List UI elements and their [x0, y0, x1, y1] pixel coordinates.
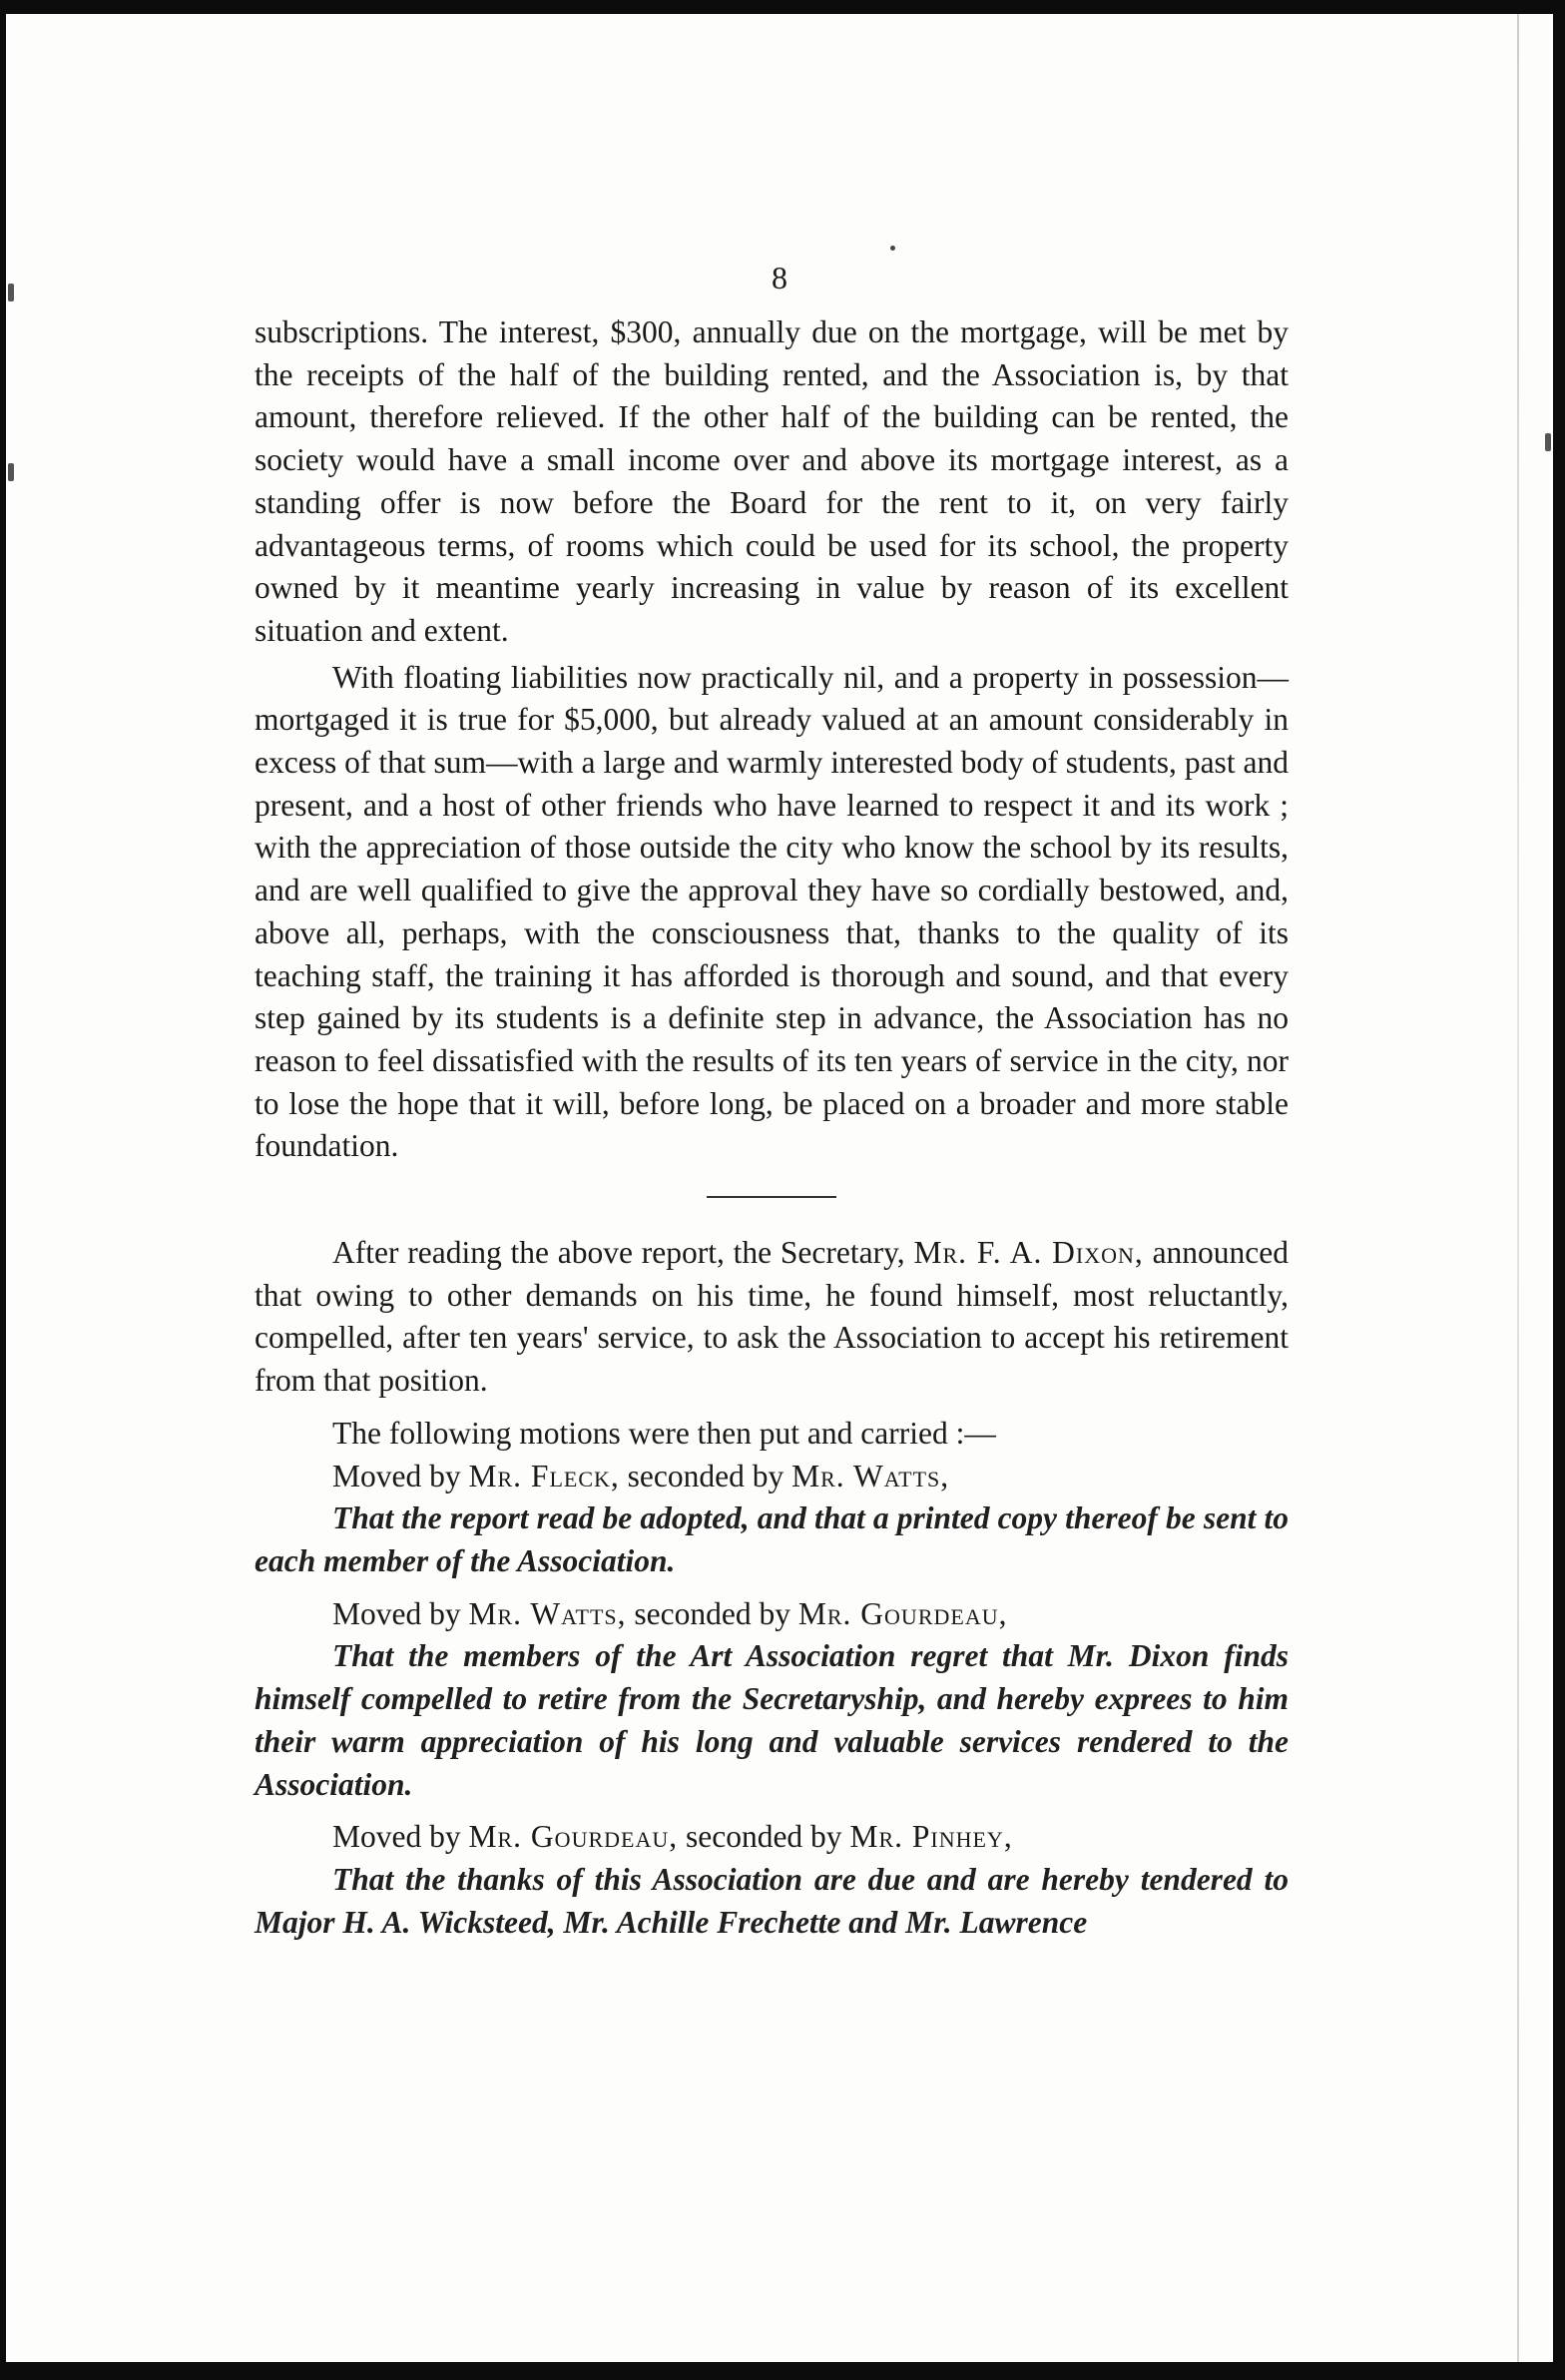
- scanned-page: [6, 14, 1553, 2362]
- scan-edge-mark: [1545, 433, 1551, 451]
- moved-by-label: Moved by: [332, 1819, 461, 1855]
- seconded-by-label: seconded by: [627, 1458, 784, 1493]
- scan-speck: [890, 246, 895, 251]
- seconder-name: Mr. Gourdeau,: [797, 1595, 1008, 1631]
- mover-name: Mr. Watts,: [468, 1595, 627, 1631]
- report-paragraph: subscriptions. The interest, $300, annually due on the mortgage, will be met by the receipts of the half of the building rented, and the Association is, by that amount, therefore relieved. If the other half of the building can be rented, the society would have a small income over and above its mortgage interest, as a standing offer is now before the Board for the rent to it, on very fairly advantageous terms, of rooms which could be used for its school, the property owned by it meantime yearly increasing in value by reason of its excellent situation and extent.: [255, 314, 1289, 648]
- moved-by-label: Moved by: [332, 1595, 461, 1631]
- motion-line: [255, 1456, 1289, 1498]
- seconder-name: Mr. Pinhey,: [849, 1819, 1013, 1855]
- motion-text: That the members of the Art Association regret that Mr. Dixon finds himself compelled to retire from the Secretaryship, and hereby exprees to him their warm appreciation of his long and valuable services rendered to the Association.: [255, 1638, 1289, 1802]
- seconded-by-label: seconded by: [685, 1819, 842, 1855]
- seconder-name: Mr. Watts,: [791, 1458, 950, 1493]
- motions-intro: The following motions were then put and carried :—: [332, 1415, 996, 1451]
- scan-edge-mark: [8, 463, 14, 481]
- motion-text: That the thanks of this Association are due and are hereby tendered to Major H. A. Wicksteed, Mr. Achille Frechette and Mr. Lawrence: [255, 1861, 1289, 1940]
- page-body: [255, 311, 1289, 1944]
- motion-text: That the report read be adopted, and that a printed copy thereof be sent to each member of the Association.: [255, 1500, 1289, 1578]
- minutes-intro-after: announced that owing to other demands on his time, he found himself, most reluctantly, compelled, after ten years' service, to ask the Association to accept his retirement from that position.: [255, 1235, 1290, 1399]
- report-paragraph: With floating liabilities now practically nil, and a property in possession—mortgaged it is true for $5,000, but already valued at an amount considerably in excess of that sum—with a large and warmly interested body of students, past and present, and a host of other friends who have learned to respect it and its work ; with the appreciation of those outside the city who know the school by its results, and are well qualified to give the approval they have so cordially bestowed, and, above all, perhaps, with the consciousness that, thanks to the quality of its teaching staff, the training it has afforded is thorough and sound, and that every step gained by its students is a definite step in advance, the Association has no reason to feel dissatisfied with the results of its ten years of service in the city, nor to lose the hope that it will, before long, be placed on a broader and more stable foundation.: [255, 659, 1289, 1164]
- page-fold-line: [1517, 14, 1519, 2362]
- moved-by-label: Moved by: [332, 1458, 461, 1493]
- mover-name: Mr. Fleck,: [468, 1458, 620, 1493]
- motion-line: [255, 1593, 1289, 1636]
- page-number: 8: [772, 260, 787, 296]
- minutes-intro-before: After reading the above report, the Secretary,: [332, 1235, 905, 1271]
- seconded-by-label: seconded by: [634, 1595, 790, 1631]
- section-divider: [707, 1196, 836, 1198]
- motion-line: [255, 1816, 1289, 1859]
- minutes-paragraph: [255, 1232, 1289, 1403]
- secretary-name: Mr. F. A. Dixon,: [913, 1235, 1144, 1271]
- mover-name: Mr. Gourdeau,: [468, 1819, 679, 1855]
